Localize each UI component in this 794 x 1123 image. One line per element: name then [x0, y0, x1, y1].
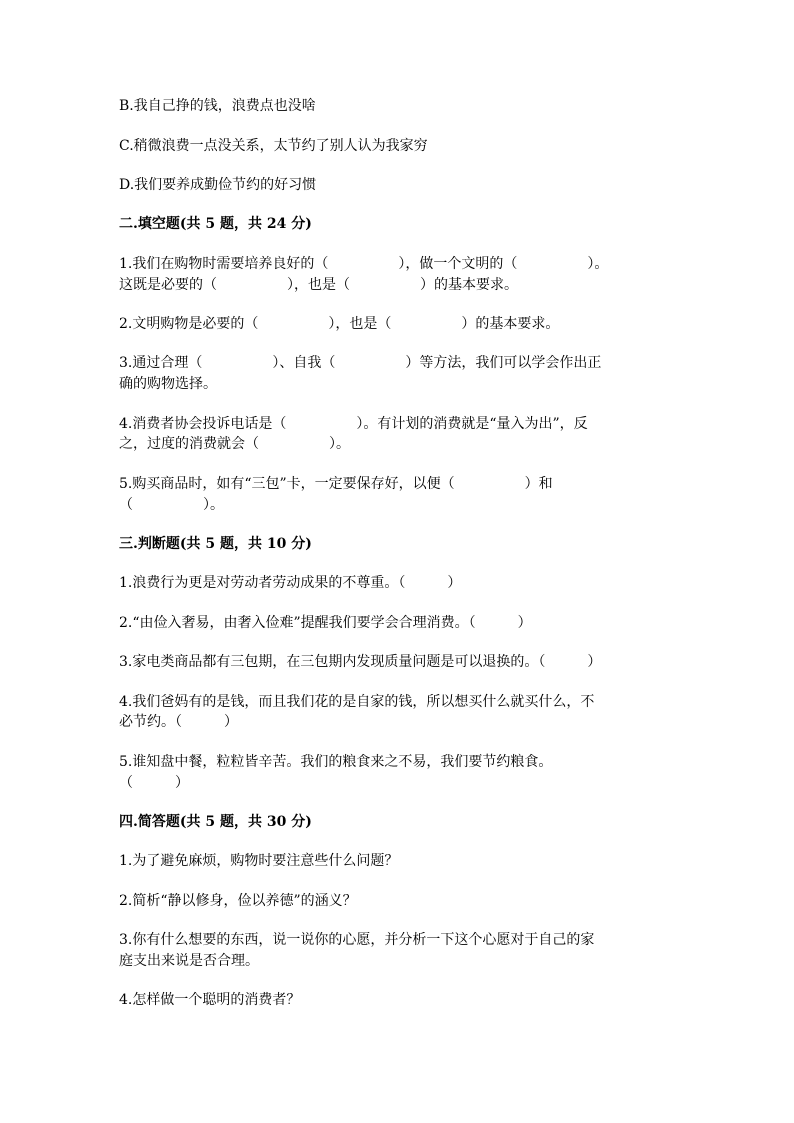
short-answer-question-1: 1.为了避免麻烦，购物时要注意些什么问题？ [119, 853, 399, 869]
fill-question-1-line-2: 这既是必要的（ ），也是（ ）的基本要求。 [119, 277, 518, 293]
fill-question-2: 2.文明购物是必要的（ ），也是（ ）的基本要求。 [119, 316, 560, 332]
short-answer-section-heading: 四.简答题(共 5 题，共 30 分) [119, 814, 312, 830]
fill-question-5-line-1: 5.购买商品时，如有“三包”卡，一定要保存好，以便（ ）和 [119, 476, 553, 492]
judge-question-5-line-1: 5.谁知盘中餐，粒粒皆辛苦。我们的粮食来之不易，我们要节约粮食。 [119, 754, 553, 770]
short-answer-question-2: 2.简析“静以修身，俭以养德”的涵义？ [119, 893, 357, 909]
judge-question-3: 3.家电类商品都有三包期，在三包期内发现质量问题是可以退换的。（ ） [119, 654, 602, 670]
fill-question-3-line-1: 3.通过合理（ ）、自我（ ）等方法，我们可以学会作出正 [119, 355, 602, 371]
fill-question-3-line-2: 确的购物选择。 [119, 376, 217, 392]
option-b: B.我自己挣的钱，浪费点也没啥 [119, 98, 316, 114]
fill-question-5-line-2: （ ）。 [119, 497, 224, 513]
fill-question-4-line-1: 4.消费者协会投诉电话是（ ）。有计划的消费就是“量入为出”，反 [119, 416, 588, 432]
judge-question-4-line-1: 4.我们爸妈有的是钱，而且我们花的是自家的钱，所以想买什么就买什么，不 [119, 694, 595, 710]
short-answer-question-4: 4.怎样做一个聪明的消费者？ [119, 992, 301, 1008]
option-d: D.我们要养成勤俭节约的好习惯 [119, 177, 317, 193]
short-answer-question-3-line-2: 庭支出来说是否合理。 [119, 953, 259, 969]
judge-question-4-line-2: 必节约。（ ） [119, 714, 238, 730]
judge-question-1: 1.浪费行为更是对劳动者劳动成果的不尊重。（ ） [119, 575, 462, 591]
fill-question-4-line-2: 之，过度的消费就会（ ）。 [119, 436, 350, 452]
judge-question-2: 2.“由俭入奢易，由奢入俭难”提醒我们要学会合理消费。（ ） [119, 615, 532, 631]
judge-section-heading: 三.判断题(共 5 题，共 10 分) [119, 536, 312, 552]
fill-section-heading: 二.填空题(共 5 题，共 24 分) [119, 216, 312, 232]
option-c: C.稍微浪费一点没关系，太节约了别人认为我家穷 [119, 138, 428, 154]
short-answer-question-3-line-1: 3.你有什么想要的东西，说一说你的心愿，并分析一下这个心愿对于自己的家 [119, 932, 595, 948]
fill-question-1-line-1: 1.我们在购物时需要培养良好的（ ），做一个文明的（ ）。 [119, 256, 609, 272]
judge-question-5-line-2: （ ） [119, 775, 189, 791]
